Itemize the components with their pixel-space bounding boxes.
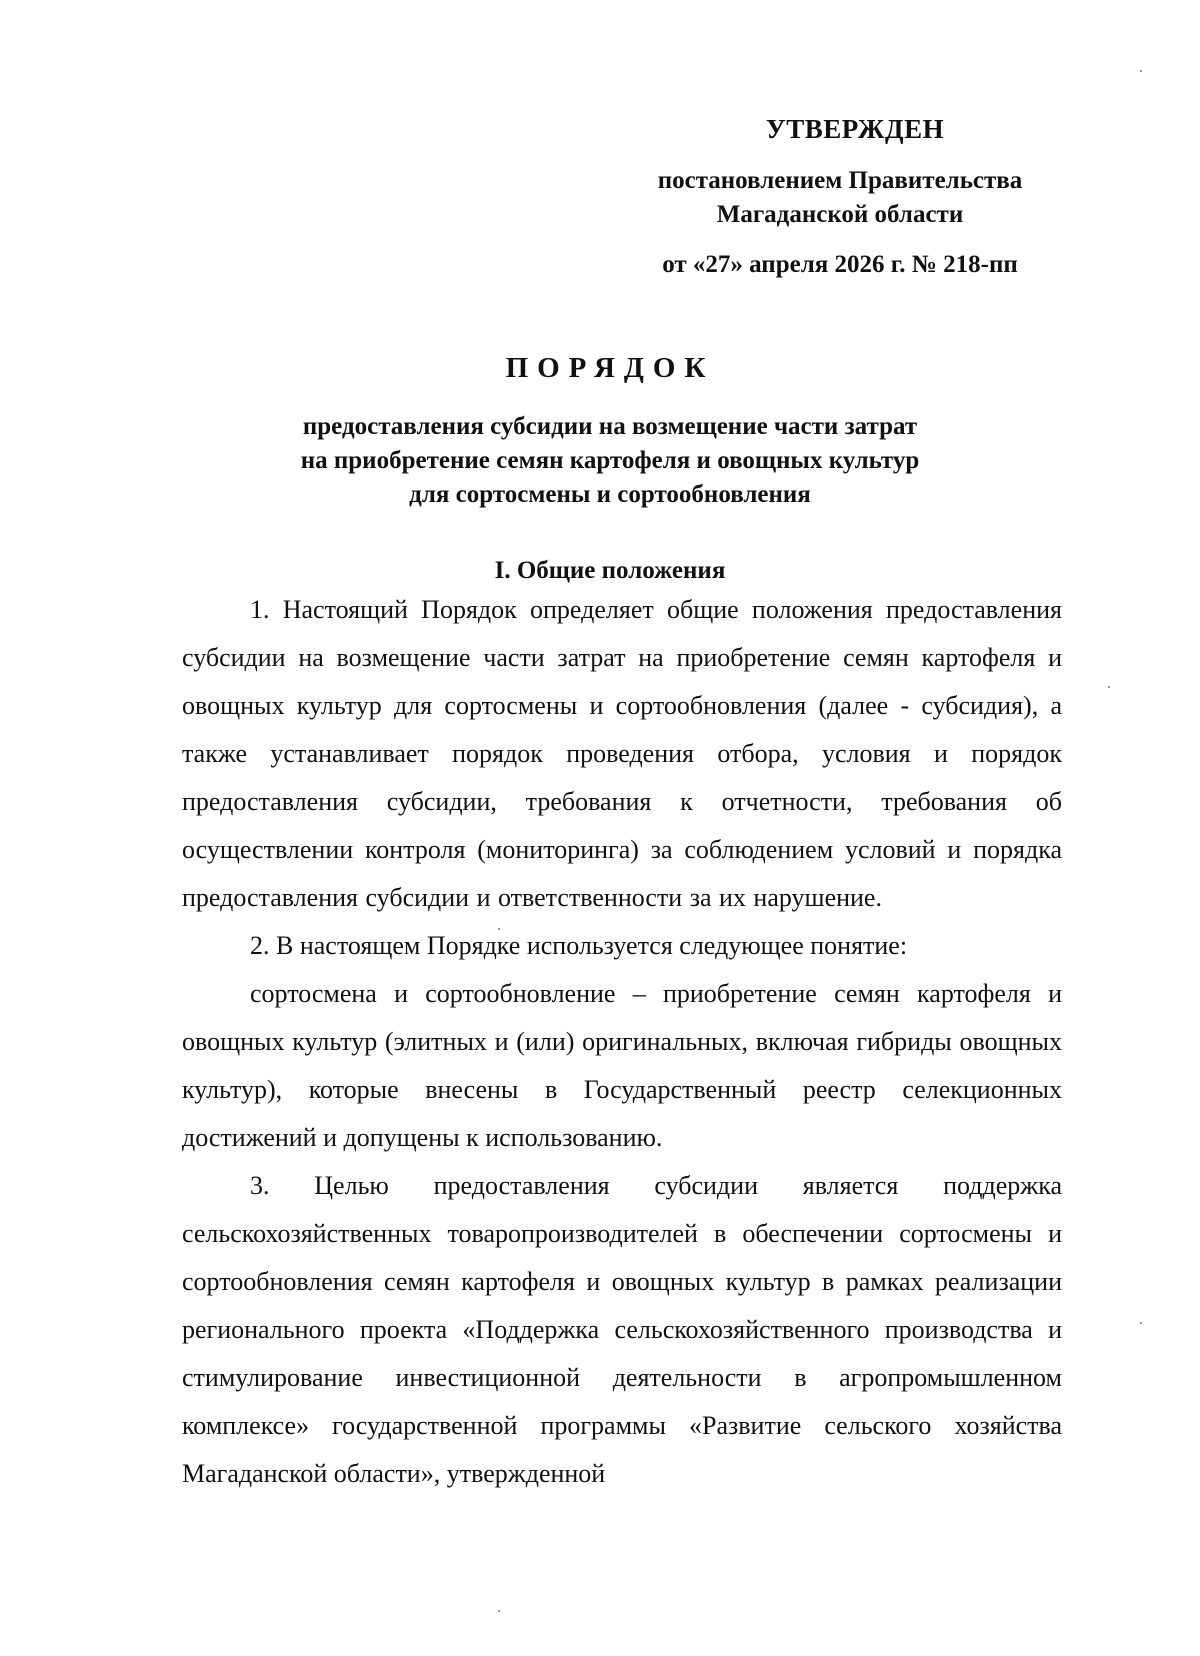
- subtitle-line-1: предоставления субсидии на возмещение части затрат: [302, 413, 918, 440]
- document-title: ПОРЯДОК: [505, 352, 715, 384]
- section-title: I. Общие положения: [494, 557, 726, 584]
- approval-date-number: от «27» апреля 2026 г. № 218-пп: [662, 251, 1018, 278]
- paragraph-3: 3. Целью предоставления субсидии является поддержка сельскохозяйственных товаропроизводителей в обеспечении сортосмены и сортообновления семян картофеля и овощных культур в рамках реализации регионального проекта «Поддержка сельскохозяйственного производства и стимулирование инвестиционной деятельности в агропромышленном комплексе» государственной программы «Развитие сельского хозяйства Магаданской области», утвержденной: [182, 1171, 1062, 1488]
- document-title-block: [150, 350, 1070, 588]
- approval-line-2: Магаданской области: [716, 201, 964, 228]
- approval-line-1: постановлением Правительства: [657, 167, 1023, 194]
- scan-speck: [1140, 70, 1142, 72]
- document-subtitle: [150, 410, 1070, 512]
- scan-speck: [498, 928, 500, 930]
- scan-speck: [1140, 1322, 1142, 1324]
- paragraph-2: 2. В настоящем Порядке используется следующее понятие:: [250, 931, 908, 960]
- paragraph-1: 1. Настоящий Порядок определяет общие положения предоставления субсидии на возмещение части затрат на приобретение семян картофеля и овощных культур для сортосмены и сортообновления (далее - субсидия), а также устанавливает порядок проведения отбора, условия и порядок предоставления субсидии, требования к отчетности, требования об осуществлении контроля (мониторинга) за соблюдением условий и порядка предоставления субсидии и ответственности за их нарушение.: [182, 595, 1062, 912]
- paragraph-2-definition: сортосмена и сортообновление – приобретение семян картофеля и овощных культур (элитных и (или) оригинальных, включая гибриды овощных культур), которые внесены в Государственный реестр селекционных достижений и допущены к использованию.: [182, 979, 1062, 1152]
- subtitle-line-3: для сортосмены и сортообновления: [409, 481, 811, 508]
- body-text: [182, 586, 1062, 1498]
- approval-heading: УТВЕРЖДЕН: [765, 114, 945, 144]
- scan-speck: [498, 1610, 500, 1612]
- approval-block: [600, 112, 1080, 282]
- subtitle-line-2: на приобретение семян картофеля и овощных культур: [300, 447, 920, 474]
- scan-speck: [1108, 686, 1110, 688]
